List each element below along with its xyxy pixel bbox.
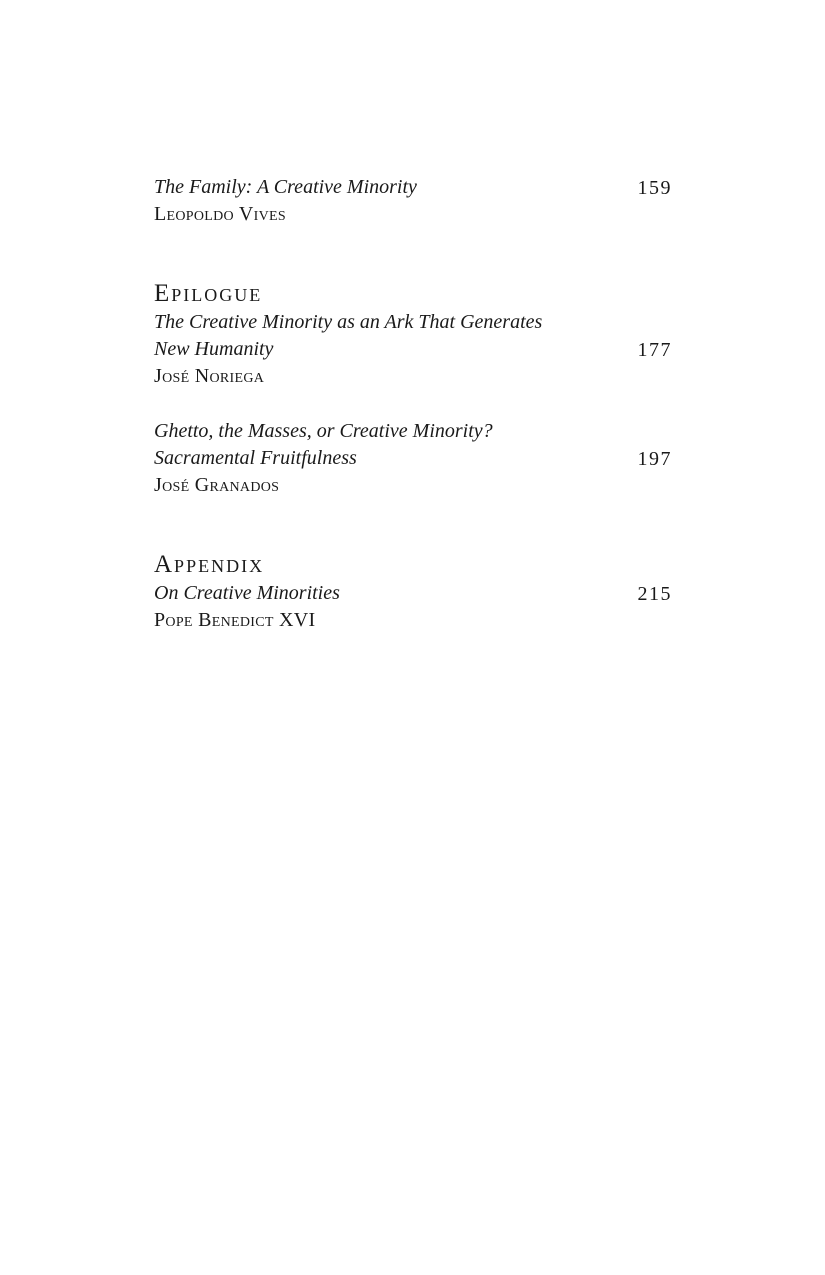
entry-title: On Creative Minorities <box>154 582 340 604</box>
entry-title-line: Ghetto, the Masses, or Creative Minority? <box>154 420 493 442</box>
entry-page-number: 177 <box>637 339 672 361</box>
section-heading: Epilogue <box>154 280 263 307</box>
entry-page-number: 215 <box>637 583 672 605</box>
entry-page-number: 159 <box>637 177 672 199</box>
section-heading: Appendix <box>154 551 265 578</box>
entry-page-number: 197 <box>637 448 672 470</box>
entry-title: The Family: A Creative Minority <box>154 176 417 198</box>
entry-title-line: The Creative Minority as an Ark That Generates <box>154 311 543 333</box>
entry-title-line: Sacramental Fruitfulness <box>154 447 357 469</box>
entry-author: José Granados <box>154 474 280 496</box>
entry-author: José Noriega <box>154 365 265 387</box>
entry-title-line: New Humanity <box>154 338 274 360</box>
entry-author: Leopoldo Vives <box>154 203 286 225</box>
entry-author: Pope Benedict XVI <box>154 609 316 631</box>
